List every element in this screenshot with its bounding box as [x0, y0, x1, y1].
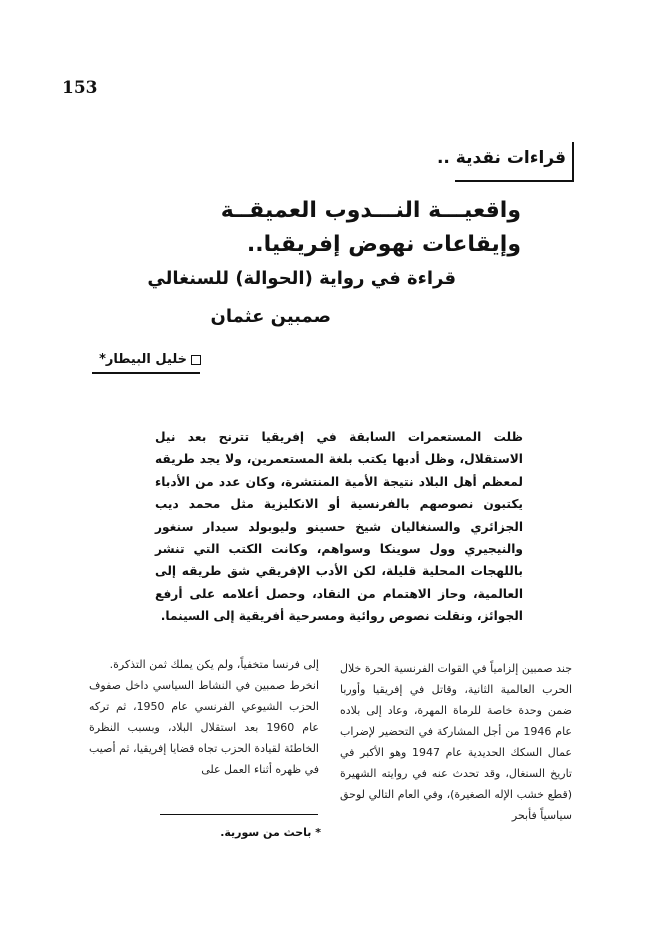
article-title-line-1: واقعيـــة النـــدوب العميقــة	[220, 198, 521, 223]
body-paragraph: جند صمبين إلزامياً في القوات الفرنسية الحرة خلال الحرب العالمية الثانية، وقاتل في إفريقيا وأوربا ضمن وحدة خاصة للرماة المهرة، وعاد إلى بلاده عام 1946 من أجل المشاركة في التحضير لإضراب عمال السكك الحديدية عام 1947 وهو الأكبر في تاريخ السنغال، وقد تحدث عنه في روايته الشهيرة (قطع خشب الإله الصغيرة)، وفي العام التالي لوحق سياسياً فأبحر	[340, 662, 572, 822]
square-bullet-icon	[191, 355, 201, 365]
author-byline	[99, 352, 201, 367]
article-title-line-2: وإيقاعات نهوض إفريقيا..	[246, 232, 521, 257]
footnote-divider	[160, 814, 318, 815]
section-label: قراءات نقدية ..	[436, 148, 566, 168]
body-paragraph: انخرط صمبين في النشاط السياسي داخل صفوف الحزب الشيوعي الفرنسي عام 1950، ثم تركه عام 1960 بعد استقلال البلاد، وبسبب النظرة الخاطئة لقيادة الحزب تجاه قضايا إفريقيا، ثم أصيب في ظهره أثناء العمل على	[89, 679, 320, 776]
section-header	[436, 142, 574, 182]
page-number: 153	[62, 78, 98, 98]
body-column-right	[340, 658, 572, 826]
author-name: خليل البيطار*	[99, 352, 187, 367]
article-subtitle-line-2: صمبين عثمان	[210, 306, 331, 327]
author-underline	[92, 372, 200, 374]
lead-paragraph	[155, 426, 523, 628]
body-paragraph: إلى فرنسا متخفياً، ولم يكن يملك ثمن التذكرة.	[109, 658, 319, 671]
body-column-left	[89, 654, 319, 780]
article-subtitle-line-1: قراءة في رواية (الحوالة) للسنغالي	[147, 268, 456, 289]
footnote: * باحث من سورية.	[220, 826, 321, 839]
lead-text: ظلت المستعمرات السابقة في إفريقيا تترنح بعد نيل الاستقلال، وظل أدبها يكتب بلغة المستعمرين، ولا يجد طريقه لمعظم أهل البلاد نتيجة الأمية المنتشرة، وكان عدد من الأدباء يكتبون نصوصهم بالفرنسية أو الانكليزية مثل محمد ديب الجزائري والسنغاليان شيخ حسينو وليوبولد سيدار سنغور والنيجيري وول سوينكا وسواهم، وكانت الكتب التي تنشر باللهجات المحلية قليلة، لكن الأدب الإفريقي شق طريقه إلى العالمية، وحاز الاهتمام من النقاد، وحصل أعلامه على أرفع الجوائز، ونقلت نصوص روائية ومسرحية أفريقية إلى السينما.	[155, 430, 523, 624]
